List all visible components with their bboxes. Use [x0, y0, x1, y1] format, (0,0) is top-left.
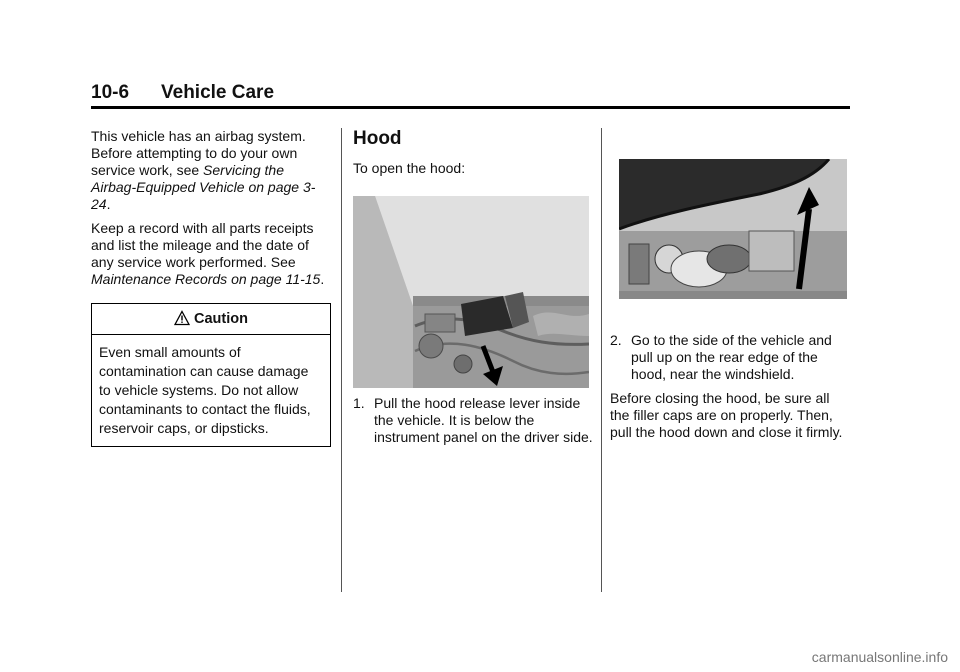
caution-icon [174, 310, 190, 326]
column-divider [601, 128, 602, 592]
column-3 [610, 128, 850, 448]
hood-release-lever-illustration [353, 196, 589, 388]
link-maintenance-records[interactable]: Maintenance Records on page 11-15 [91, 271, 321, 287]
caution-body: Even small amounts of contamination can cause damage to vehicle systems. Do not allow contaminants to contact the fluids, reservoir caps, or dipsticks. [99, 344, 311, 436]
hood-intro: To open the hood: [353, 160, 466, 176]
step-1-number: 1. [353, 395, 365, 411]
step-2 [610, 332, 850, 383]
link-servicing-airbag[interactable]: Servicing the Airbag-Equipped Vehicle on page 3-24 [91, 162, 316, 212]
step-1 [353, 395, 593, 446]
step-2-number: 2. [610, 332, 622, 348]
hood-lift-illustration [619, 159, 847, 299]
caution-box [91, 303, 331, 447]
watermark: carmanualsonline.info [811, 649, 948, 665]
page-header [91, 80, 850, 109]
caution-label: Caution [194, 311, 248, 327]
page-number: 10-6 [91, 82, 130, 103]
hood-heading: Hood [353, 128, 402, 149]
column-2 [353, 128, 593, 453]
paragraph-airbag: This vehicle has an airbag system. Before attempting to do your own service work, see Servicing the Airbag-Equipped Vehicle on page 3-24. [91, 128, 316, 212]
step-2-text: Go to the side of the vehicle and pull up on the rear edge of the hood, near the windshield. [631, 332, 832, 382]
section-title: Vehicle Care [161, 82, 275, 103]
caution-header [92, 304, 330, 335]
column-1 [91, 128, 331, 447]
paragraph-records: Keep a record with all parts receipts and list the mileage and the date of any service work performed. See Maintenance Records on page 11-15. [91, 220, 325, 287]
column-divider [341, 128, 342, 592]
closing-paragraph: Before closing the hood, be sure all the filler caps are on properly. Then, pull the hood down and close it firmly. [610, 390, 843, 440]
step-1-text: Pull the hood release lever inside the vehicle. It is below the instrument panel on the driver side. [374, 395, 593, 445]
